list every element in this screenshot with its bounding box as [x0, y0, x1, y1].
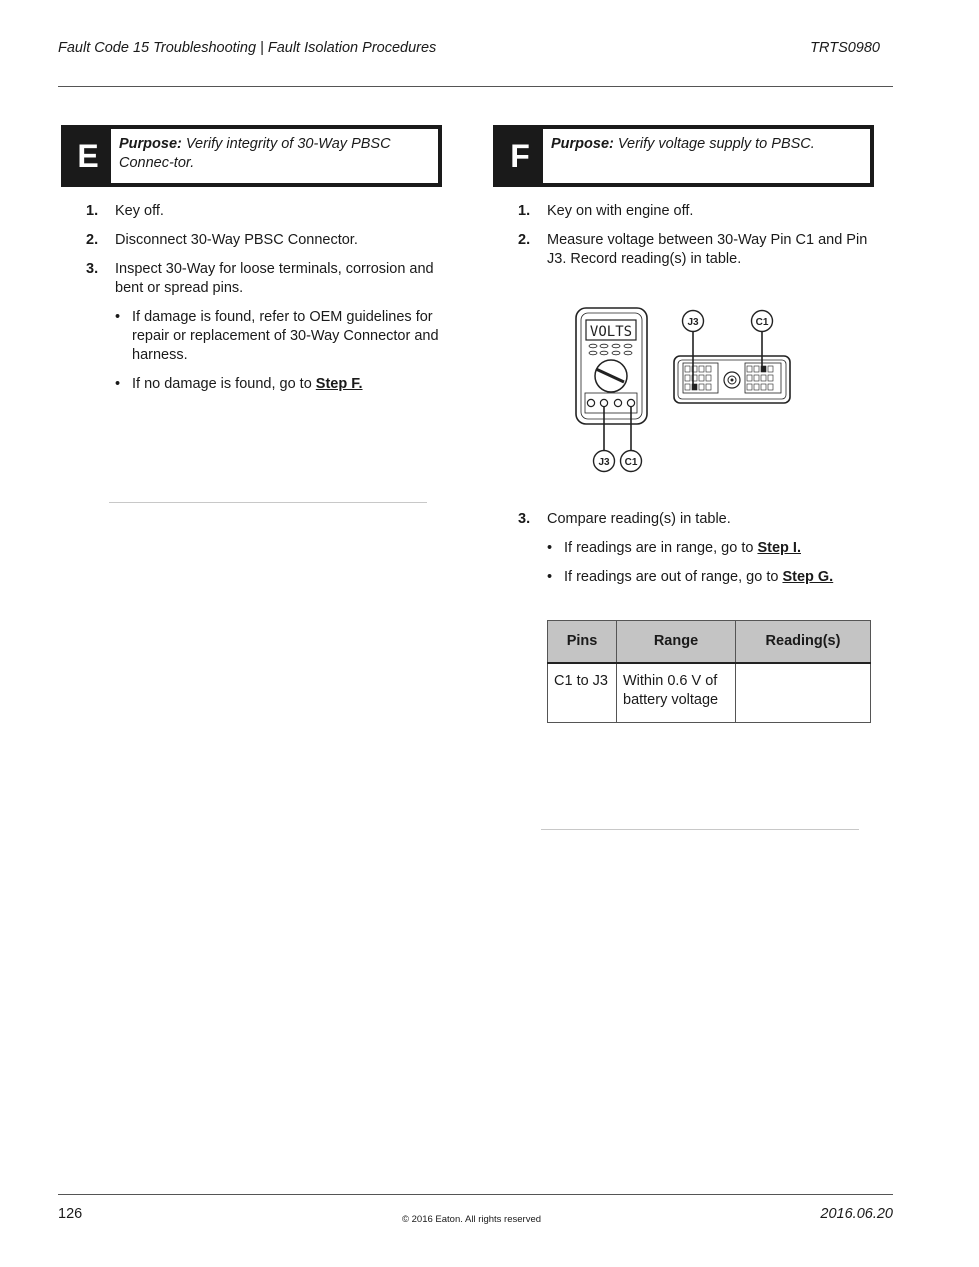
cell-pins: C1 to J3 — [548, 663, 617, 723]
step-e-purpose-text: Verify integrity of 30-Way PBSC Connec-tor. — [119, 136, 391, 171]
list-item — [86, 260, 442, 298]
bullet-item — [547, 568, 868, 587]
step-f-header — [493, 125, 874, 187]
probe-label-c1-text: C1 — [624, 457, 638, 468]
item-number: 2. — [86, 232, 99, 248]
bullet-text: If readings are out of range, go to — [564, 569, 783, 585]
list-item — [518, 231, 868, 269]
step-e-letter: E — [65, 129, 111, 183]
bullet-icon: • — [115, 309, 121, 325]
bullet-text: If readings are in range, go to — [564, 540, 758, 556]
step-f-link[interactable]: Step F. — [315, 376, 363, 392]
step-f-purpose — [543, 129, 870, 183]
list-item — [518, 510, 868, 529]
step-f-list-bottom — [518, 510, 868, 597]
header-divider — [58, 86, 893, 87]
step-f-purpose-text: Verify voltage supply to PBSC. — [617, 136, 815, 152]
step-f-list-top — [518, 202, 868, 279]
footer-divider — [58, 1194, 893, 1195]
voltage-measurement-diagram — [570, 305, 795, 477]
item-number: 1. — [86, 203, 99, 219]
item-number: 3. — [86, 261, 99, 277]
connector-label-j3-text: J3 — [687, 317, 699, 328]
step-e-header — [61, 125, 442, 187]
bullet-icon: • — [115, 376, 121, 392]
page-number: 126 — [58, 1206, 83, 1222]
item-text: Key off. — [115, 203, 164, 219]
header-title: Fault Code 15 Troubleshooting | Fault Isolation Procedures — [58, 40, 437, 56]
cell-range: Within 0.6 V of battery voltage — [617, 663, 736, 723]
step-i-link[interactable]: Step I. — [757, 540, 801, 556]
table-row — [548, 663, 871, 723]
bullet-icon: • — [547, 540, 553, 556]
column-header-range: Range — [617, 621, 736, 663]
bullet-item — [547, 539, 868, 558]
item-text: Disconnect 30-Way PBSC Connector. — [115, 232, 358, 248]
table-header-row — [548, 621, 871, 663]
bullet-text: If no damage is found, go to — [132, 376, 316, 392]
item-text: Measure voltage between 30-Way Pin C1 and Pin J3. Record reading(s) in table. — [547, 232, 868, 267]
30-way-connector-icon — [674, 356, 790, 403]
step-g-link[interactable]: Step G. — [782, 569, 834, 585]
list-item — [86, 202, 442, 221]
cell-reading[interactable] — [736, 663, 871, 723]
item-text: Compare reading(s) in table. — [547, 511, 731, 527]
column-header-readings: Reading(s) — [736, 621, 871, 663]
step-f-letter: F — [497, 129, 543, 183]
step-e-purpose — [111, 129, 438, 183]
multimeter-icon — [576, 308, 647, 424]
step-e-list — [86, 202, 442, 404]
list-item — [86, 231, 442, 250]
document-id: TRTS0980 — [810, 40, 880, 56]
probe-label-j3-text: J3 — [598, 457, 610, 468]
item-text: Key on with engine off. — [547, 203, 694, 219]
revision-date: 2016.06.20 — [820, 1206, 893, 1222]
readings-table — [547, 620, 871, 723]
step-e-purpose-label: Purpose: — [119, 136, 182, 152]
item-number: 1. — [518, 203, 531, 219]
step-e-separator — [109, 502, 427, 503]
bullet-item — [115, 308, 442, 365]
copyright: © 2016 Eaton. All rights reserved — [402, 1214, 542, 1225]
column-header-pins: Pins — [548, 621, 617, 663]
item-text: Inspect 30-Way for loose terminals, corrosion and bent or spread pins. — [115, 261, 434, 296]
meter-display-text: VOLTS — [589, 324, 633, 340]
bullet-icon: • — [547, 569, 553, 585]
bullet-text: If damage is found, refer to OEM guidelines for repair or replacement of 30-Way Connector and harness. — [132, 309, 439, 363]
list-item — [518, 202, 868, 221]
connector-label-c1-text: C1 — [755, 317, 769, 328]
bullet-item — [115, 375, 442, 394]
step-f-separator — [541, 829, 859, 830]
item-number: 2. — [518, 232, 531, 248]
step-f-purpose-label: Purpose: — [551, 136, 614, 152]
item-number: 3. — [518, 511, 531, 527]
